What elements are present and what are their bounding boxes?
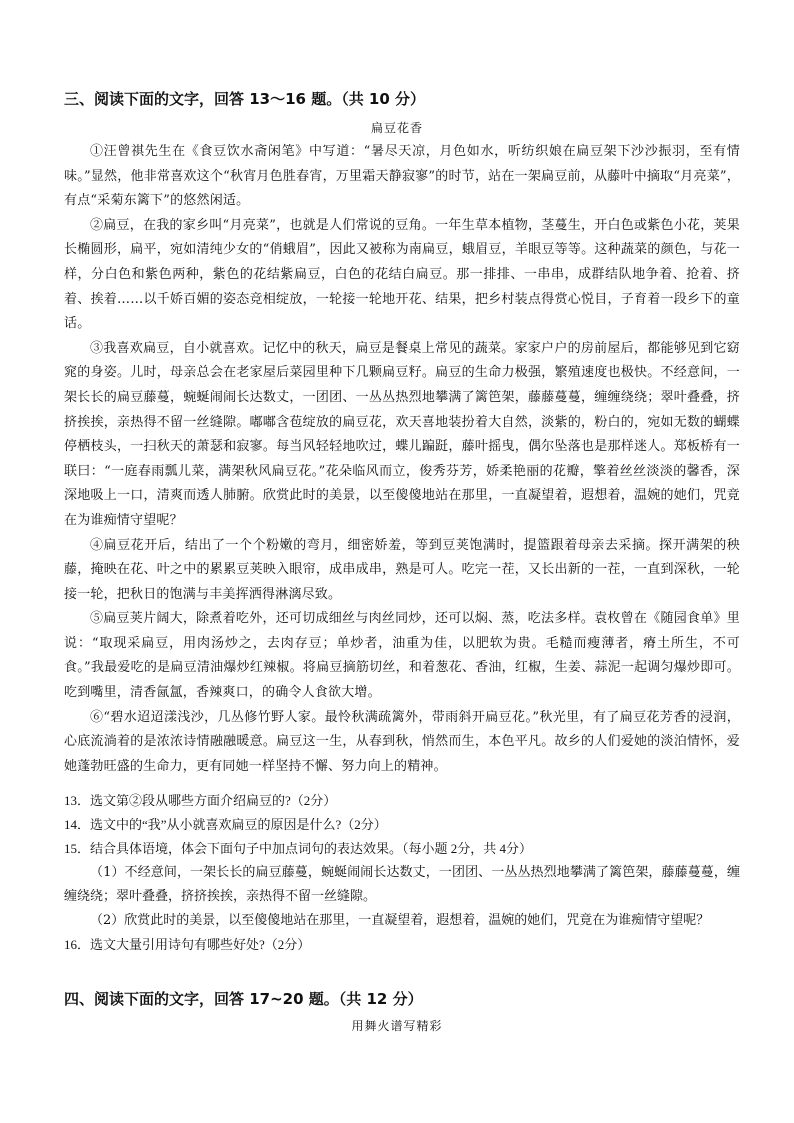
article-body bbox=[64, 140, 740, 779]
question-15-item-1: （1）不经意间，一架长长的扁豆藤蔓，蜿蜒闹闹长达数丈，一团团、一丛丛热烈地攀满了篱笆架，藤藤蔓蔓，缠缠绕绕；翠叶叠叠，挤挤挨挨，亲热得不留一丝缝隙。 bbox=[64, 865, 740, 904]
question-14: 14．选文中的“我”从小就喜欢扁豆的原因是什么?（2分） bbox=[64, 817, 387, 832]
paragraph-1: ①汪曾祺先生在《食豆饮水斋闲笔》中写道：“暑尽天凉，月色如水，听纺织娘在扁豆架下沙沙振羽，至有情味。”显然，他非常喜欢这个“秋宵月色胜春宵，万里霜天静寂寥”的时节，站在一架扁豆前，从藤叶中摘取“月亮菜”，有点“采菊东篱下”的悠然闲适。 bbox=[64, 144, 740, 209]
question-15: 15．结合具体语境，体会下面句子中加点词句的表达效果。（每小题 2分，共 4分） bbox=[64, 841, 533, 856]
paragraph-3: ③我喜欢扁豆，自小就喜欢。记忆中的秋天，扁豆是餐桌上常见的蔬菜。家家户户的房前屋后，都能够见到它窈窕的身姿。儿时，母亲总会在老家屋后菜园里种下几颗扁豆籽。扁豆的生命力极强，繁殖速度也极快。不经意间，一架长长的扁豆藤蔓，蜿蜒闹闹长达数丈，一团团、一丛丛热烈地攀满了篱笆架，藤藤蔓蔓，缠缠绕绕；翠叶叠叠，挤挤挨挨，亲热得不留一丝缝隙。嘟嘟含苞绽放的扁豆花，欢天喜地装扮着大自然，淡紫的，粉白的，宛如无数的蝴蝶停栖枝头，一扫秋天的萧瑟和寂寥。每当风轻轻地吹过，蝶儿蹁跹，藤叶摇曳，偶尔坠落也是那样迷人。郑板桥有一联曰：“一庭春雨瓢儿菜，满架秋风扁豆花。”花朵临风而立，俊秀芬芳，娇柔艳丽的花瓣，擎着丝丝淡淡的馨香，深深地吸上一口，清爽而透人肺腑。欣赏此时的美景，以至傻傻地站在那里，一直凝望着，遐想着，温婉的她们，咒竟在为谁痴情守望呢？ bbox=[64, 340, 740, 528]
section-3-heading: 三、阅读下面的文字，回答 13～16 题。（共 10 分） bbox=[64, 90, 426, 108]
question-15-item-2: （2）欣赏此时的美景，以至傻傻地站在那里，一直凝望着，遐想着，温婉的她们，咒竟在为谁痴情守望呢？ bbox=[90, 913, 710, 928]
article-title: 扁豆花香 bbox=[370, 121, 423, 135]
paragraph-5: ⑤扁豆荚片阔大，除煮着吃外，还可切成细丝与肉丝同炒，还可以焖、蒸，吃法多样。袁枚曾在《随园食单》里说：“取现采扁豆，用肉汤炒之，去肉存豆；单炒者，油重为佳，以肥软为贵。毛糙而瘦薄者，瘠土所生，不可食。”我最爱吃的是扁豆清油爆炒红辣椒。将扁豆摘筋切丝，和着葱花、香油，红椒，生姜、蒜泥一起调匀爆炒即可。吃到嘴里，清香氤氲，香辣爽口，的确令人食欲大增。 bbox=[64, 611, 740, 701]
paragraph-4: ④扁豆花开后，结出了一个个粉嫩的弯月，细密娇羞，等到豆荚饱满时，提篮跟着母亲去采摘。探开满架的秧藤，掩映在花、叶之中的累累豆荚映入眼帘，成串成串，熟是可人。吃完一茬，又长出新的一茬，一直到深秋，一轮接一轮，把秋日的饱满与丰美挥洒得淋漓尽致。 bbox=[64, 537, 740, 602]
paragraph-6: ⑥“碧水迢迢漾浅沙，几丛修竹野人家。最怜秋满疏篱外，带雨斜开扁豆花。”秋光里，有了扁豆花芳香的浸润，心底流淌着的是浓浓诗情融融暖意。扁豆这一生，从春到秋，悄然而生，本色平凡。故乡的人们爱她的淡泊情怀，爱她蓬勃旺盛的生命力，更有同她一样坚持不懈、努力向上的精神。 bbox=[64, 709, 740, 774]
question-16: 16．选文大量引用诗句有哪些好处?（2分） bbox=[64, 937, 311, 952]
section-4-heading: 四、阅读下面的文字，回答 17~20 题。（共 12 分） bbox=[64, 990, 423, 1008]
question-13: 13．选文第②段从哪些方面介绍扁豆的?（2分） bbox=[64, 793, 337, 808]
paragraph-2: ②扁豆，在我的家乡叫“月亮菜”，也就是人们常说的豆角。一年生草本植物，茎蔓生，开白色或紫色小花，荚果长椭圆形，扁平，宛如清纯少女的“俏蛾眉”，因此又被称为南扁豆，蛾眉豆，羊眼豆等等。这种蔬菜的颜色，与花一样，分白色和紫色两种，紫色的花结紫扁豆，白色的花结白扁豆。那一排排、一串串，成群结队地争着、抢着、挤着、挨着……以千娇百媚的姿态竞相绽放，一轮接一轮地开花、结果，把乡村装点得赏心悦目，子育着一段乡下的童话。 bbox=[64, 217, 740, 332]
question-list bbox=[64, 789, 740, 957]
section-4-article-title: 用舞火谱写精彩 bbox=[351, 1019, 443, 1033]
